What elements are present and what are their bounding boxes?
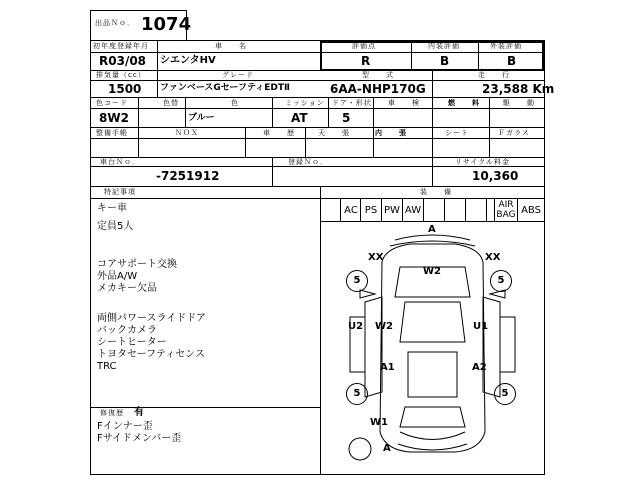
- color: ブルー: [188, 113, 215, 123]
- first-registration: R03/08: [99, 54, 147, 68]
- lot-number-box: [90, 10, 192, 41]
- tyre-front-right: 5: [490, 270, 512, 292]
- exterior-grade: B: [507, 54, 517, 68]
- note-line: トヨタセーフティセンス: [97, 349, 205, 360]
- displacement-label: 排気量（cc）: [96, 71, 146, 79]
- equipment-aw: AW: [404, 205, 422, 216]
- mark-right-front: XX: [485, 252, 501, 263]
- chassis-number: -7251912: [156, 169, 220, 183]
- note-line: TRC: [97, 361, 117, 372]
- interior-tension-label: 内 張: [375, 129, 407, 137]
- note-line: キー車: [97, 203, 127, 214]
- mark-left-fender: U2: [348, 321, 364, 332]
- mark-left-rear-door: A1: [380, 362, 395, 373]
- mission-label: ミッション: [285, 99, 325, 107]
- score-label: 評価点: [352, 42, 376, 50]
- glass-label: Ｆガラス: [498, 129, 530, 137]
- mark-left-front: XX: [368, 252, 384, 263]
- nox-label: ＮＯＸ: [175, 129, 199, 137]
- registration-label: 登録Ｎｏ．: [288, 158, 328, 166]
- mark-front-bumper: A: [428, 224, 436, 235]
- color-code-label: 色コード: [96, 99, 128, 107]
- tyre-front-left: 5: [346, 270, 368, 292]
- mark-left-door: W2: [375, 321, 393, 332]
- year-label: 初年度登録年月: [93, 42, 149, 50]
- model-label: 型 式: [362, 71, 394, 79]
- mileage: 23,588 Km: [482, 82, 555, 96]
- manual-label: 整備手帳: [96, 129, 128, 137]
- displacement: 1500: [108, 82, 142, 96]
- mark-hood: W2: [423, 266, 441, 277]
- equipment-ac: AC: [344, 205, 358, 216]
- equipment-pw: PW: [384, 205, 400, 216]
- note-line: 外品A/W: [97, 271, 138, 282]
- note-line: メカキー欠品: [97, 283, 157, 294]
- lot-number: 1074: [141, 14, 192, 35]
- auction-score: R: [361, 54, 371, 68]
- door-label: ドア・形状: [332, 99, 372, 107]
- equipment-airbag: AIR BAG: [496, 200, 516, 220]
- mark-rear: A: [383, 443, 391, 454]
- recycle-fee: 10,360: [472, 169, 519, 183]
- interior-label: 内装評価: [428, 42, 460, 50]
- repair-line: Fインナー歪: [97, 421, 153, 432]
- repair-label: 修復歴: [100, 409, 124, 417]
- notes-header: 特記事項: [104, 188, 136, 196]
- equipment-ps: PS: [364, 205, 378, 216]
- car-name-label: 車 名: [215, 42, 247, 50]
- seat-label: シート: [445, 129, 469, 137]
- sunroof-label: 天 張: [318, 129, 350, 137]
- interior-grade: B: [440, 54, 450, 68]
- mark-right-fender: U1: [473, 321, 489, 332]
- color-code: 8W2: [99, 111, 129, 125]
- model-code: 6AA-NHP170G: [330, 82, 426, 96]
- exterior-label: 外装評価: [490, 42, 522, 50]
- grade: ファンベースGセーフティEDTⅡ: [160, 83, 290, 93]
- chassis-label: 車台Ｎｏ．: [100, 158, 140, 166]
- color-label: 色: [231, 99, 239, 107]
- note-line: 両側パワースライドドア: [97, 313, 206, 324]
- note-line: 定員5人: [97, 221, 134, 232]
- history-label: 車 歴: [263, 129, 295, 137]
- repair-line: Fサイドメンバー歪: [97, 433, 182, 444]
- recycle-label: リサイクル料金: [455, 158, 511, 166]
- color-swap-label: 色替: [163, 99, 179, 107]
- mark-right-rear-door: A2: [472, 362, 487, 373]
- tyre-rear-right: 5: [494, 383, 516, 405]
- equipment-abs: ABS: [521, 205, 541, 216]
- equipment-header: 装 備: [420, 188, 452, 196]
- tyre-rear-left: 5: [346, 383, 368, 405]
- note-line: バックカメラ: [97, 325, 157, 336]
- mileage-label: 走 行: [478, 71, 510, 79]
- car-damage-diagram: [320, 222, 545, 474]
- mark-left-sill: W1: [370, 417, 388, 428]
- equipment-row: [320, 199, 545, 221]
- inspection-label: 車 検: [388, 99, 420, 107]
- note-line: コアサポート交換: [97, 259, 177, 270]
- repair-value: 有: [134, 407, 144, 418]
- mission: AT: [291, 111, 308, 125]
- drive-label: 駆 動: [503, 99, 535, 107]
- grade-label: グレード: [222, 71, 254, 79]
- fuel-label: 燃 料: [448, 99, 480, 107]
- note-line: シートヒーター: [97, 337, 167, 348]
- lot-label: 出品Ｎｏ．: [95, 19, 135, 27]
- car-name: シエンタHV: [160, 55, 216, 66]
- doors: 5: [342, 111, 351, 125]
